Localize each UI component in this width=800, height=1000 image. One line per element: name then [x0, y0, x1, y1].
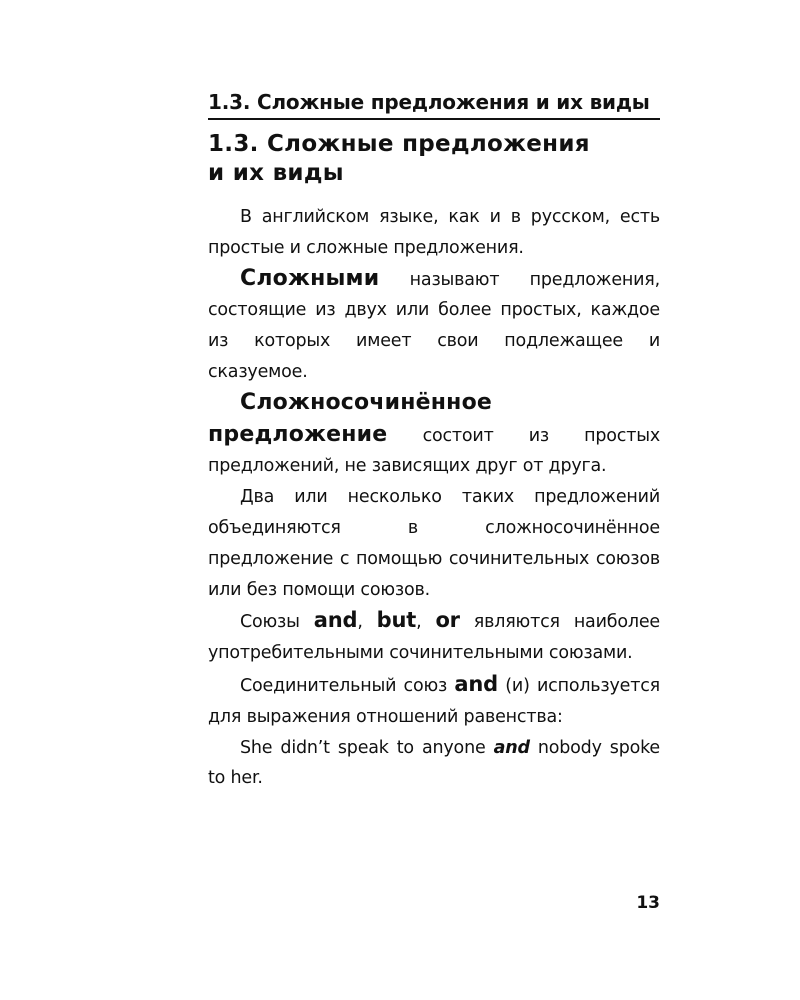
example-text: nobody spoke to her.	[208, 737, 660, 789]
paragraph-text: Два или несколько таких предложений объединяются в сложносочинённое предложение с помощью сочинительных союзов или без помощи союзов.	[208, 487, 660, 600]
term-compound-sentence: Сложносочинённое предложение	[208, 389, 493, 447]
conjunction-but: but	[376, 608, 417, 633]
page-content	[208, 88, 660, 794]
paragraph-prefix: Соединительный союз	[240, 675, 455, 696]
conjunction-and: and	[313, 608, 358, 633]
conjunction-or: or	[435, 608, 460, 633]
paragraph-text: В английском языке, как и в русском, есть простые и сложные предложения.	[208, 207, 660, 258]
paragraph-1	[208, 202, 660, 264]
section-title: 1.3. Сложные предложения и их виды	[208, 131, 590, 186]
separator: ,	[416, 612, 436, 633]
example-emphasis: and	[493, 737, 530, 758]
paragraph-text: состоит из простых предложений, не зависящих друг от друга.	[208, 425, 660, 477]
paragraph-4	[208, 482, 660, 605]
paragraph-2	[208, 264, 660, 388]
paragraph-6	[208, 669, 660, 733]
paragraph-prefix: Союзы	[240, 612, 314, 633]
example-sentence	[208, 733, 660, 795]
paragraph-3	[208, 388, 660, 482]
example-prefix: She didn’t speak to anyone	[240, 737, 494, 758]
page-number: 13	[636, 893, 660, 913]
conjunction-and: and	[454, 671, 498, 696]
body-text	[208, 202, 660, 794]
running-header: 1.3. Сложные предложения и их виды	[208, 88, 660, 120]
separator: ,	[357, 612, 377, 633]
paragraph-text: являются наиболее употребительными сочинительными союзами.	[208, 612, 660, 664]
paragraph-text: называют предложения, состоящие из двух или более простых, каждое из которых имеет свои подлежащее и сказуемое.	[208, 269, 660, 382]
term-complex: Сложными	[240, 265, 380, 291]
paragraph-5	[208, 605, 660, 669]
paragraph-text: (и) используется для выражения отношений равенства:	[208, 675, 660, 727]
